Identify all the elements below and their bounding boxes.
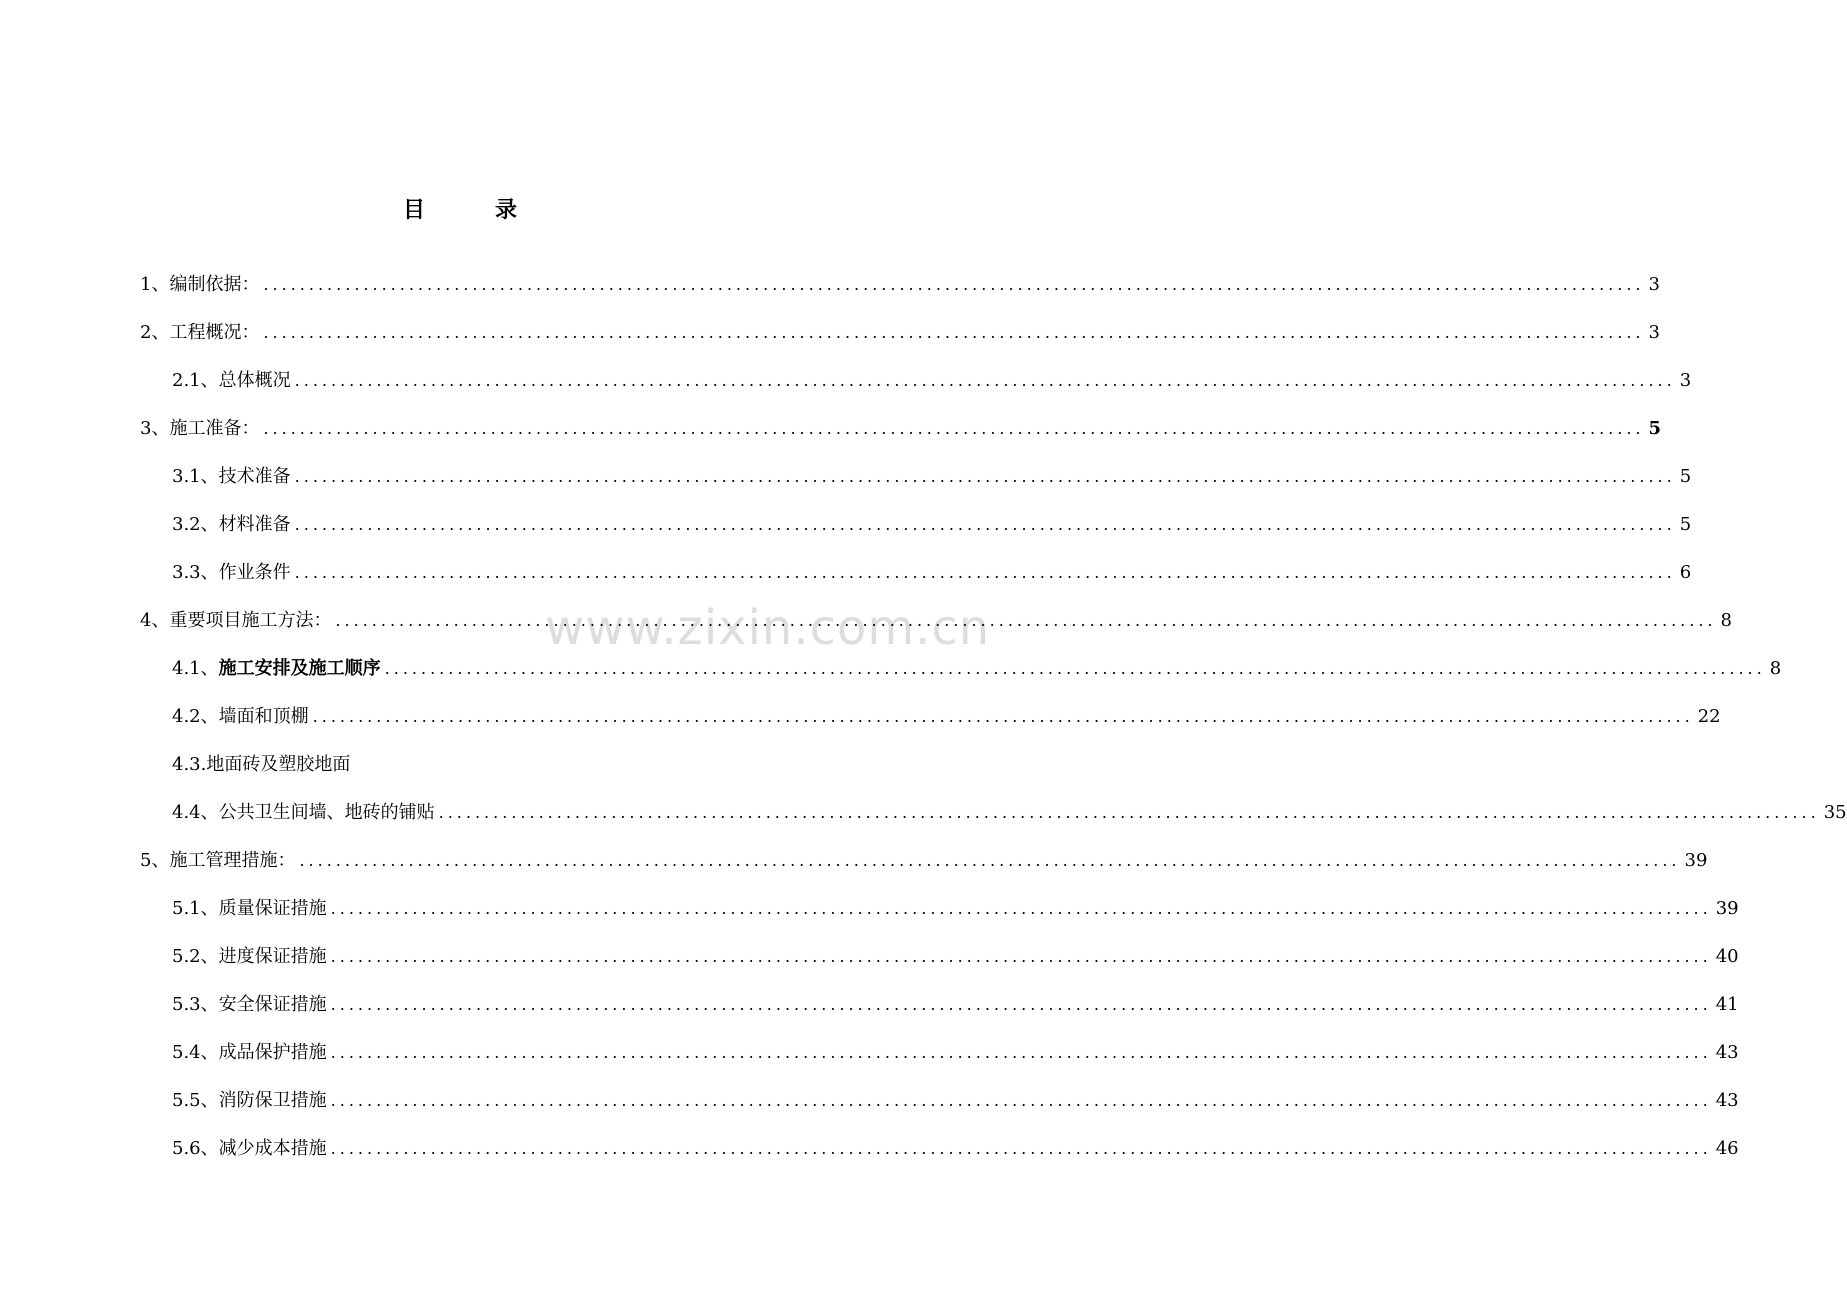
toc-entry[interactable] bbox=[172, 700, 1721, 734]
toc-dot-leader bbox=[295, 508, 1676, 542]
toc-entry-label: 5.6、减少成本措施 bbox=[172, 1138, 327, 1159]
toc-entry-page: 35 bbox=[1823, 802, 1847, 823]
title-char-2: 录 bbox=[495, 198, 518, 223]
toc-entry-page: 3 bbox=[1648, 322, 1660, 343]
toc-dot-leader bbox=[331, 1036, 1712, 1070]
toc-entry-label: 1、编制依据： bbox=[140, 274, 260, 295]
toc-entry[interactable] bbox=[140, 268, 1660, 302]
toc-entry-label: 5.4、成品保护措施 bbox=[172, 1042, 327, 1063]
toc-entry-page: 5 bbox=[1648, 418, 1662, 439]
toc-entry-page: 3 bbox=[1679, 370, 1692, 391]
toc-dot-leader bbox=[263, 412, 1644, 446]
toc-dot-leader bbox=[295, 556, 1676, 590]
toc-entry[interactable] bbox=[172, 748, 780, 782]
toc-entry-page: 43 bbox=[1715, 1042, 1739, 1063]
toc-dot-leader bbox=[263, 268, 1644, 302]
toc-dot-leader bbox=[295, 460, 1676, 494]
toc-entry-page: 5 bbox=[1679, 514, 1692, 535]
toc-entry-label: 5.1、质量保证措施 bbox=[172, 898, 327, 919]
toc-entry-label: 3.1、技术准备 bbox=[172, 466, 291, 487]
toc-entry-label-prefix: 4.1、 bbox=[172, 658, 219, 679]
toc-entry-label: 3.2、材料准备 bbox=[172, 514, 291, 535]
toc-entry[interactable] bbox=[172, 556, 1692, 590]
toc-dot-leader bbox=[335, 604, 1716, 638]
toc-entry[interactable] bbox=[140, 412, 1662, 446]
toc-entry[interactable] bbox=[172, 892, 1739, 926]
toc-entry-label: 5.3、安全保证措施 bbox=[172, 994, 327, 1015]
toc-entry[interactable] bbox=[172, 940, 1739, 974]
toc-entry-page: 8 bbox=[1720, 610, 1732, 631]
title-char-1: 目 bbox=[402, 198, 425, 223]
toc-entry-label: 4.2、墙面和顶棚 bbox=[172, 706, 309, 727]
toc-dot-leader bbox=[331, 1132, 1712, 1166]
watermark: www.zixin.com.cn bbox=[545, 600, 991, 656]
toc-entry[interactable] bbox=[172, 1084, 1739, 1118]
toc-entry-page: 46 bbox=[1715, 1138, 1739, 1159]
toc-entry-label: 2、工程概况： bbox=[140, 322, 260, 343]
toc-entry-label: 5.5、消防保卫措施 bbox=[172, 1090, 327, 1111]
toc-entry-label: 4.4、公共卫生间墙、地砖的铺贴 bbox=[172, 802, 435, 823]
toc-entry-page: 6 bbox=[1679, 562, 1692, 583]
toc-dot-leader bbox=[331, 988, 1712, 1022]
toc-entry-page: 5 bbox=[1679, 466, 1692, 487]
toc-dot-leader bbox=[299, 844, 1680, 878]
toc-entry-page: 39 bbox=[1684, 850, 1708, 871]
toc-entry-label: 4.3.地面砖及塑胶地面 bbox=[172, 754, 351, 775]
toc-dot-leader bbox=[295, 364, 1676, 398]
toc-entry-label: 施工安排及施工顺序 bbox=[218, 658, 381, 679]
toc-entry-label: 3、施工准备： bbox=[140, 418, 260, 439]
toc-entry[interactable] bbox=[172, 988, 1739, 1022]
toc-entry[interactable] bbox=[172, 652, 1782, 686]
toc-dot-leader bbox=[331, 940, 1712, 974]
toc-dot-leader bbox=[331, 892, 1712, 926]
toc-dot-leader bbox=[331, 1084, 1712, 1118]
toc-entry[interactable] bbox=[172, 1132, 1739, 1166]
toc-entry[interactable] bbox=[172, 1036, 1739, 1070]
toc-entry-page: 40 bbox=[1715, 946, 1739, 967]
toc-dot-leader bbox=[439, 796, 1820, 830]
toc-entry[interactable] bbox=[172, 364, 1692, 398]
toc-entry-label: 2.1、总体概况 bbox=[172, 370, 291, 391]
toc-entry[interactable] bbox=[140, 844, 1708, 878]
toc-entry[interactable] bbox=[140, 316, 1660, 350]
toc-entry-label: 3.3、作业条件 bbox=[172, 562, 291, 583]
toc-entry[interactable] bbox=[172, 460, 1692, 494]
toc-dot-leader bbox=[313, 700, 1694, 734]
toc-entry-label: 5、施工管理措施： bbox=[140, 850, 296, 871]
toc-dot-leader bbox=[263, 316, 1644, 350]
toc-entry-page: 8 bbox=[1769, 658, 1782, 679]
toc-entry-page: 43 bbox=[1715, 1090, 1739, 1111]
toc-entry-label: 4、重要项目施工方法： bbox=[140, 610, 332, 631]
toc-entry[interactable] bbox=[172, 796, 1847, 830]
toc-entry-page: 41 bbox=[1715, 994, 1739, 1015]
toc-entry-label: 5.2、进度保证措施 bbox=[172, 946, 327, 967]
toc-dot-leader bbox=[385, 652, 1766, 686]
toc-entry[interactable] bbox=[172, 508, 1692, 542]
toc-entry-page: 3 bbox=[1648, 274, 1660, 295]
page-title bbox=[0, 196, 920, 226]
toc-entry-page: 22 bbox=[1697, 706, 1721, 727]
toc-entry-page: 39 bbox=[1715, 898, 1739, 919]
